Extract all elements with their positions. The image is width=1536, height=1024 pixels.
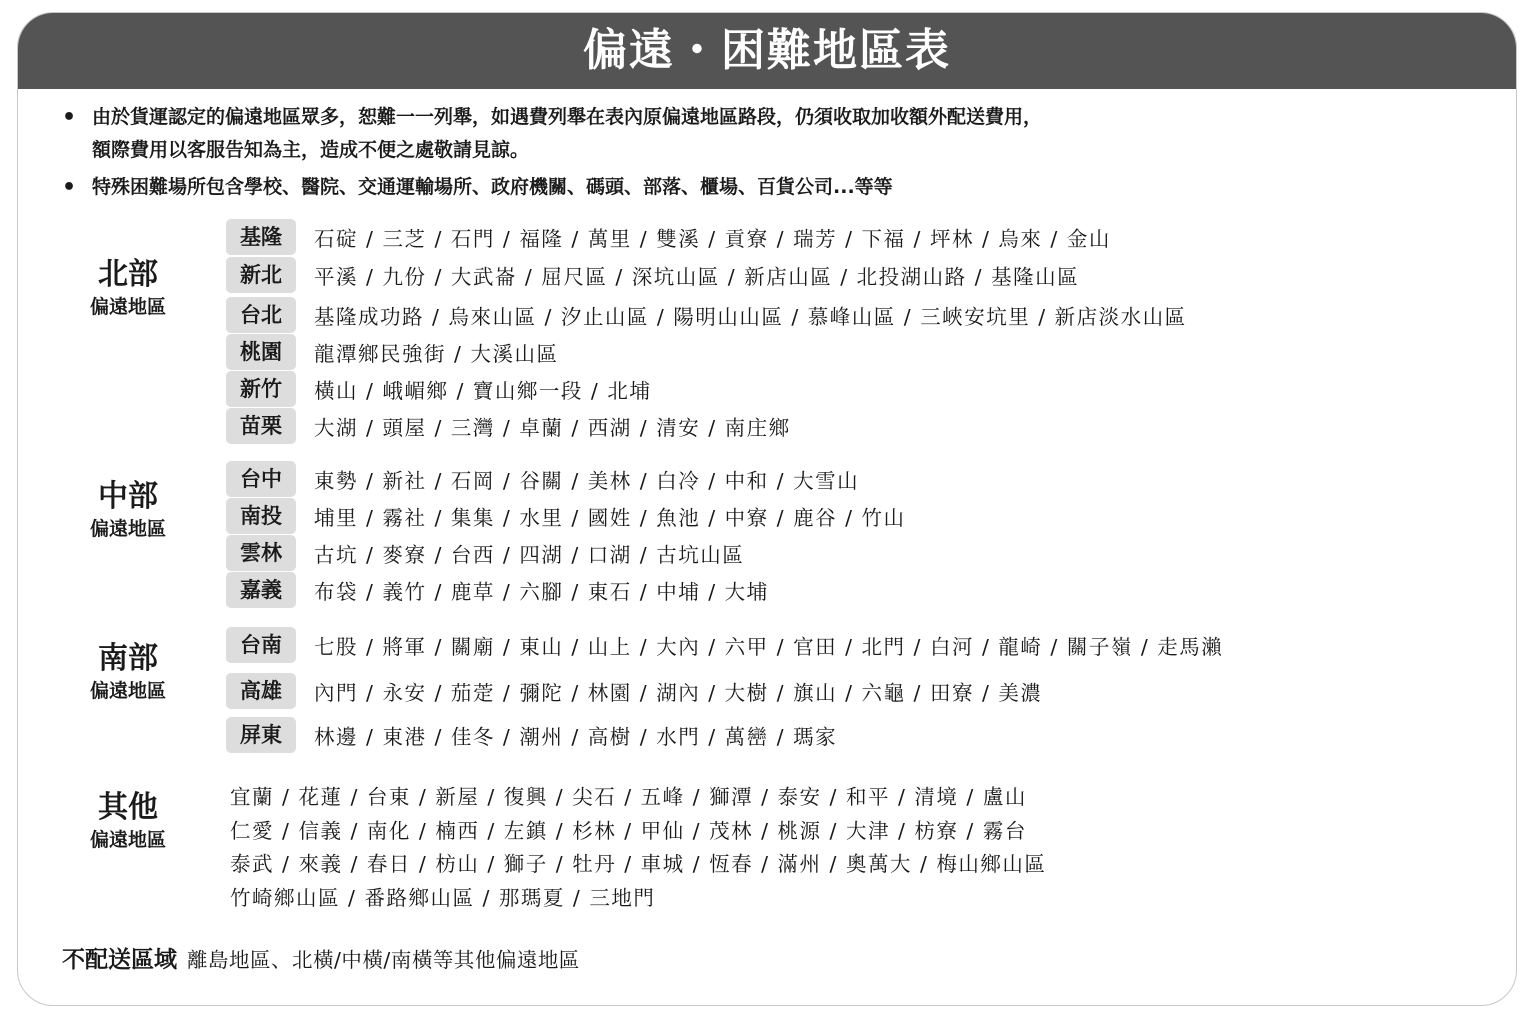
area-list: 龍潭鄉民強街 / 大溪山區 xyxy=(314,342,559,366)
region-heading xyxy=(68,479,188,541)
city-badge: 台南 xyxy=(226,627,296,663)
area-list: 林邊 / 東港 / 佳冬 / 潮州 / 高樹 / 水門 / 萬巒 / 瑪家 xyxy=(314,725,838,749)
note-item xyxy=(62,101,1462,167)
region-heading xyxy=(68,790,188,852)
note-text: • 特殊困難場所包含學校、醫院、交通運輸場所、政府機關、碼頭、部落、櫃場、百貨公司...等等 xyxy=(92,176,893,198)
area-line: 竹崎鄉山區 / 番路鄉山區 / 那瑪夏 / 三地門 xyxy=(230,885,656,910)
city-badge: 屏東 xyxy=(226,717,296,753)
area-list: 內門 / 永安 / 茄萣 / 彌陀 / 林園 / 湖內 / 大樹 / 旗山 / 六龜 / 田寮 / 美濃 xyxy=(314,681,1043,705)
other-area-lines xyxy=(230,781,1046,915)
region-heading xyxy=(68,257,188,319)
region-heading xyxy=(68,641,188,703)
city-badge: 南投 xyxy=(226,498,296,534)
city-row xyxy=(226,673,1042,709)
no-delivery-label: 不配送區域 xyxy=(62,947,177,973)
area-list: 平溪 / 九份 / 大武崙 / 屈尺區 / 深坑山區 / 新店山區 / 北投湖山路 / 基隆山區 xyxy=(314,265,1080,289)
notes-list xyxy=(62,101,1462,204)
no-delivery-text: 離島地區、北橫/中橫/南橫等其他偏遠地區 xyxy=(187,948,580,972)
region-name: 其他 xyxy=(98,790,158,825)
city-row xyxy=(226,535,744,571)
city-row xyxy=(226,219,1111,255)
region-subtitle: 偏遠地區 xyxy=(89,680,166,702)
area-list: 七股 / 將軍 / 關廟 / 東山 / 山上 / 大內 / 六甲 / 官田 / 北門 / 白河 / 龍崎 / 關子嶺 / 走馬瀨 xyxy=(314,635,1224,659)
region-name: 南部 xyxy=(98,641,158,676)
city-badge: 基隆 xyxy=(226,219,296,255)
area-list: 古坑 / 麥寮 / 台西 / 四湖 / 口湖 / 古坑山區 xyxy=(314,543,745,567)
city-row xyxy=(226,334,558,370)
city-badge: 台中 xyxy=(226,461,296,497)
area-line: 泰武 / 來義 / 春日 / 枋山 / 獅子 / 牡丹 / 車城 / 恆春 / 滿州 / 奧萬大 / 梅山鄉山區 xyxy=(230,852,1047,876)
area-list: 埔里 / 霧社 / 集集 / 水里 / 國姓 / 魚池 / 中寮 / 鹿谷 / 竹山 xyxy=(314,506,906,530)
area-line: 仁愛 / 信義 / 南化 / 楠西 / 左鎮 / 杉林 / 甲仙 / 茂林 / 桃源 / 大津 / 枋寮 / 霧台 xyxy=(230,818,1027,843)
city-badge: 新竹 xyxy=(226,371,296,407)
city-badge: 高雄 xyxy=(226,673,296,709)
page-title: 偏遠・困難地區表 xyxy=(18,13,1516,89)
note-text: • 由於貨運認定的偏遠地區眾多，恕難一一列舉，如遇費列舉在表內原偏遠地區路段，仍須收取加收額外配送費用， xyxy=(92,106,1043,128)
city-row xyxy=(226,717,837,753)
city-badge: 苗栗 xyxy=(226,408,296,444)
no-delivery-row xyxy=(62,941,580,974)
city-badge: 嘉義 xyxy=(226,572,296,608)
area-list: 布袋 / 義竹 / 鹿草 / 六腳 / 東石 / 中埔 / 大埔 xyxy=(314,580,769,604)
city-badge: 台北 xyxy=(226,297,296,333)
area-line: 宜蘭 / 花蓮 / 台東 / 新屋 / 復興 / 尖石 / 五峰 / 獅潭 / 泰安 / 和平 / 清境 / 盧山 xyxy=(230,785,1027,809)
area-list: 東勢 / 新社 / 石岡 / 谷關 / 美林 / 白冷 / 中和 / 大雪山 xyxy=(314,469,860,493)
city-row xyxy=(226,371,651,407)
region-subtitle: 偏遠地區 xyxy=(89,518,166,540)
city-row xyxy=(226,408,791,444)
city-row xyxy=(226,297,1187,333)
region-name: 北部 xyxy=(98,257,158,292)
area-list: 大湖 / 頭屋 / 三灣 / 卓蘭 / 西湖 / 清安 / 南庄鄉 xyxy=(314,416,791,440)
area-list: 石碇 / 三芝 / 石門 / 福隆 / 萬里 / 雙溪 / 貢寮 / 瑞芳 / 下福 / 坪林 / 烏來 / 金山 xyxy=(314,227,1111,251)
note-text: 額際費用以客服告知為主，造成不便之處敬請見諒。 xyxy=(92,139,530,161)
region-subtitle: 偏遠地區 xyxy=(89,296,166,318)
city-row xyxy=(226,461,859,497)
region-subtitle: 偏遠地區 xyxy=(89,829,166,851)
city-row xyxy=(226,572,769,608)
area-list: 橫山 / 峨嵋鄉 / 寶山鄉一段 / 北埔 xyxy=(314,379,652,403)
city-row xyxy=(226,257,1079,293)
city-badge: 雲林 xyxy=(226,535,296,571)
remote-area-table xyxy=(17,12,1517,1006)
region-name: 中部 xyxy=(98,479,158,514)
city-row xyxy=(226,498,906,534)
note-item xyxy=(62,171,1462,204)
city-badge: 新北 xyxy=(226,257,296,293)
city-badge: 桃園 xyxy=(226,334,296,370)
city-row xyxy=(226,627,1223,663)
area-list: 基隆成功路 / 烏來山區 / 汐止山區 / 陽明山山區 / 慕峰山區 / 三峽安坑里 / 新店淡水山區 xyxy=(314,305,1187,329)
